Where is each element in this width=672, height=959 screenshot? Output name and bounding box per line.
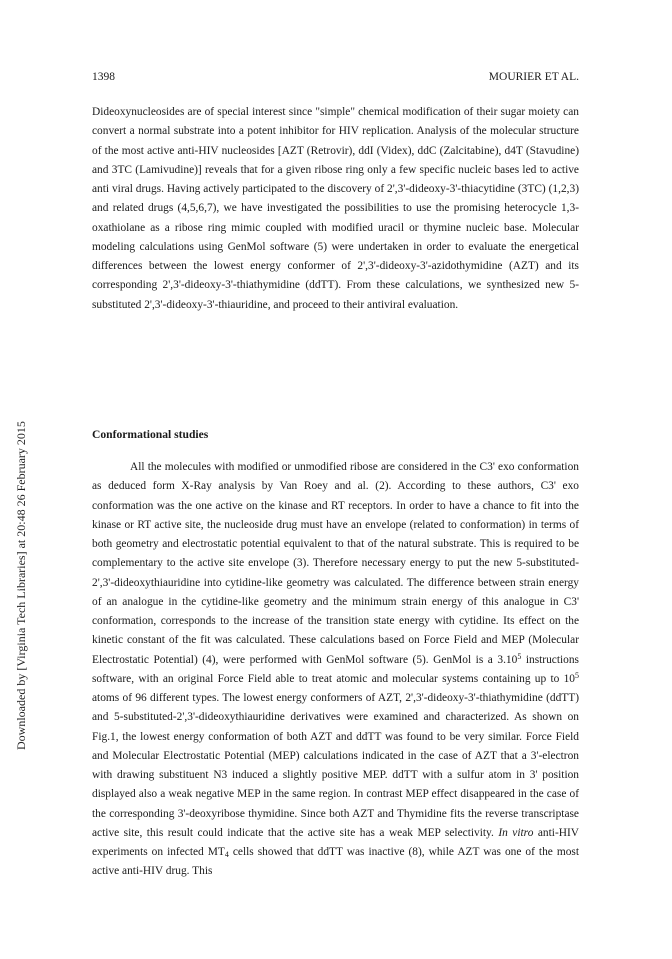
superscript-2: 5 — [575, 670, 579, 680]
page-number: 1398 — [92, 71, 115, 83]
running-head-author: MOURIER ET AL. — [488, 71, 579, 83]
conformational-text — [92, 458, 579, 882]
italic-term: In vitro — [498, 826, 534, 839]
section-heading: Conformational studies — [92, 428, 209, 441]
intro-paragraph — [92, 103, 579, 315]
intro-text: Dideoxynucleosides are of special interest since "simple" chemical modification of their sugar moiety can convert a normal substrate into a potent inhibitor for HIV replication. Analysis of the molecular structure of the most active anti-HIV nucleosides [AZT (Retrovir), ddI (Videx), ddC (Zalcitabine), d4T (Stavudine) and 3TC (Lamivudine)] reveals that for a given ribose ring only a few specific nucleic bases led to active anti viral drugs. Having actively participated to the discovery of 2',3'-dideoxy-3'-thiacytidine (3TC) (1,2,3) and related drugs (4,5,6,7), we have investigated the possibilities to use the promising heterocycle 1,3-oxathiolane as a ribose ring mimic coupled with modified uracil or thymine nucleic base. Molecular modeling calculations using GenMol software (5) were undertaken in order to evaluate the energetical differences between the lowest energy conformer of 2',3'-dideoxy-3'-azidothymidine (AZT) and its corresponding 2',3'-dideoxy-3'-thiathymidine (ddTT). From these calculations, we synthesized new 5-substituted 2',3'-dideoxy-3'-thiauridine, and proceed to their antiviral evaluation. — [92, 106, 579, 311]
subscript: 4 — [224, 850, 229, 859]
download-watermark: Downloaded by [Virginia Tech Libraries] at 20:48 26 February 2015 — [14, 421, 28, 750]
superscript-1: 5 — [517, 651, 522, 661]
text-run-5: cells showed that ddTT was inactive (8), while AZT was one of the most active anti-HIV drug. This — [92, 846, 579, 878]
text-run-2: instructions software, with an original Force Field able to treat atomic and molecular systems containing up to 10 — [92, 653, 579, 685]
text-run-4: anti-HIV experiments on infected MT — [92, 826, 579, 858]
text-run-1: All the molecules with modified or unmodified ribose are considered in the C3' exo conformation as deduced form X-Ray analysis by Van Roey and al. (2). According to these authors, C3' exo conformation was the one active on the kinase and RT receptors. In order to have a chance to fit into the kinase or RT active site, the nucleoside drug must have an envelope (related to conformation) in terms of both geometry and electrostatic potential equivalent to that of the natural substrate. This is required to be complementary to the active site envelope (3). Therefore necessary energy to put the new 5-substituted-2',3'-dideoxythiauridine into cytidine-like geometry was calculated. The difference between strain energy of an analogue in the cytidine-like geometry and the minimum strain energy of this analogue in C3' conformation, corresponds to the increase of the transition state energy with cytidine. Its effect on the kinetic constant of the fit was calculated. These calculations based on Force Field and MEP (Molecular Electrostatic Potential) (4), were performed with GenMol software (5). GenMol is a 3.10 — [92, 461, 579, 666]
text-run-3: atoms of 96 different types. The lowest energy conformers of AZT, 2',3'-dideoxy-3'-thiathymidine (ddTT) and 5-substituted-2',3'-dideoxythiauridine derivatives were examined and characterized. As shown on Fig.1, the lowest energy conformation of both AZT and ddTT was found to be very similar. Force Field and Molecular Electrostatic Potential (MEP) calculations indicated in the case of AZT that a 3'-electron with drawing substituent N3 induced a slightly positive MEP. ddTT with a sulfur atom in 3' position displayed also a weak negative MEP in the same region. In contrast MEP effect disappeared in the case of the corresponding 3'-deoxyribose thymidine. Since both AZT and Thymidine fits the reverse transcriptase active site, this result could indicate that the active site has a weak MEP selectivity. — [92, 692, 579, 839]
conformational-paragraph — [92, 458, 579, 882]
